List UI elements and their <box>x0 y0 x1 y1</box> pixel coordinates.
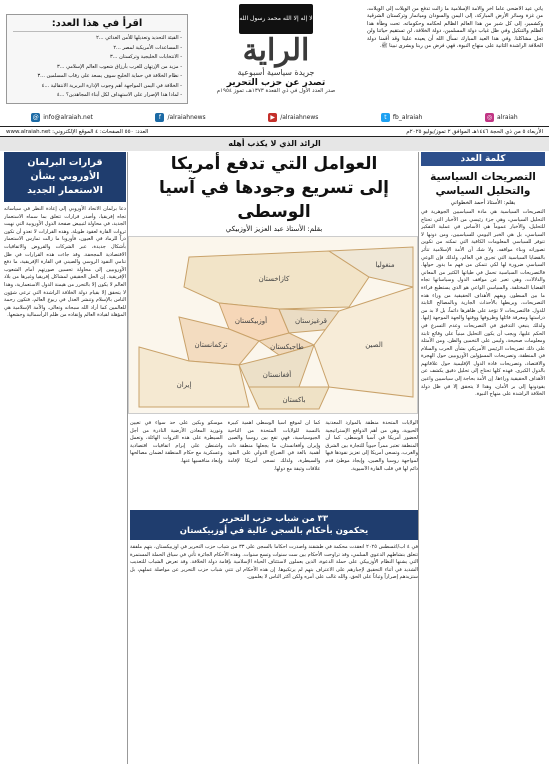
social-link-instagram[interactable] <box>485 113 518 122</box>
toc-title: اقرأ في هذا العدد: <box>13 15 181 32</box>
map-label-iran: إيران <box>176 381 192 389</box>
left-article-body: دعا برلمان الاتحاد الأوروبي إلى إعادة النظر في سياساته تجاه إفريقيا، وأصدر قرارات تتعلق بما سماه الاستعمار الجديد، في محاولة لتبييض صفحة الدول الأوروبية التي نهبت ثروات القارة لعقود طويلة. وهذه القرارات لا تعدو أن تكون ذراً للرماد في العيون، فأوروبا ما زالت تمارس الاستعمار بأشكال جديدة، عبر الشركات والقروض والاتفاقيات الاقتصادية المجحفة. وقد جاءت هذه القرارات في ظل تنامي النفوذ الروسي والصيني في القارة الإفريقية، ما دفع الأوروبيين إلى محاولة تحسين صورتهم أمام الشعوب الإفريقية. إن الحل الحقيقي لمشاكل إفريقيا وغيرها من بلاد العالم لا يكون إلا بالتحرر من هيمنة الدول الاستعمارية، وهذا لا يتحقق إلا بقيام دولة الخلافة الراشدة التي ترعى شؤون الناس بالإسلام وتنشر العدل في ربوع العالم، فتكون رحمة للعالمين كما أراد الله سبحانه وتعالى. والأمة الإسلامية هي المؤهلة لقيادة العالم وإنقاذه من ظلم الرأسمالية وجشعها. <box>4 206 126 319</box>
left-article-title[interactable]: قرارات البرلمان الأوروبي بشأن الاستعمار الجديد <box>4 152 126 202</box>
social-link-facebook[interactable] <box>155 113 205 122</box>
main-article-col: الولايات المتحدة منطقة بالموارد المعدنية الحيوية، وهي من أهم الدوافع الإستراتيجية لحضور أمريكا في آسيا الوسطى. كما أن المنطقة تعتبر ممراً حيوياً للتجارة بين الشرق والغرب، وتسعى أمريكا إلى تعزيز نفوذها فيها لمواجهة روسيا والصين، وإيجاد موطئ قدم دائم لها في قلب القارة الآسيوية. <box>325 420 418 472</box>
facebook-icon: f <box>155 113 164 122</box>
main-article-col: كما أن لموقع آسيا الوسطى أهمية كبيرة بالنسبة للولايات المتحدة من الناحية الجيوسياسية، فهي تقع بين روسيا والصين وإيران وأفغانستان، ما يجعلها منطقة ذات أهمية بالغة في الصراع الدولي على النفوذ والسيطرة، ولذلك تسعى أمريكا لإقامة علاقات وثيقة مع دولها. <box>227 420 321 472</box>
map-label-turkmenistan: تركمانستان <box>194 341 228 349</box>
editorial-author: بقلم: الأستاذ أحمد الخطواني <box>450 200 516 206</box>
main-article-columns <box>130 420 418 504</box>
news-body: في ٤ آب/أغسطس ٢٠٢٥ انعقدت محكمة في طشقند وأصدرت أحكاماً بالسجن على ٣٣ من شباب حزب التحرير في أوزبيكستان، بتهم ملفقة تتعلق بنشاطهم الدعوي السلمي، وقد تراوحت الأحكام بين ست سنوات وتسع سنوات. وهذه الأحكام الجائرة تأتي في سياق الحملة المستمرة التي يشنها النظام الأوزبيكي على حملة الدعوة، الذين يعملون لاستئناف الحياة الإسلامية بإقامة دولة الخلافة. وقد تعرض الشباب للتعذيب الشديد في أثناء التحقيق لإجبارهم على الاعتراف بتهم لم يرتكبوها. إن هذه الأحكام لن تثني شباب حزب التحرير عن مواصلة عملهم، بل ستزيدهم إصراراً وثباتاً على الحق، والله غالب على أمره ولكن أكثر الناس لا يعلمون. <box>130 544 418 581</box>
left-article <box>4 152 126 764</box>
map-label-uzbekistan: أوزبيكستان <box>234 317 268 325</box>
section-label: كلمة العدد <box>421 152 545 166</box>
column-divider <box>127 152 128 764</box>
issue-date: الأربعاء ٥ من ذي الحجة ١٤٤٦هـ الموافق ٢ تموز/يوليو ٢٠٢٥م <box>406 129 543 135</box>
main-article-title-line1[interactable]: العوامل التي تدفع أمريكا <box>170 154 378 174</box>
main-article-author: بقلم: الأستاذ عبد العزيز الأوزبيكي <box>225 225 323 233</box>
toc-item[interactable]: - مزيد من الإرتهان للغرب بأرزاق شعوب العالم الإسلامي ...٣ <box>57 63 182 70</box>
twitter-icon: t <box>381 113 390 122</box>
toc-item[interactable]: - القيئة التحديد وتعديلها للأمن الغذائي ...٢ <box>96 35 182 41</box>
map-label-kyrgyzstan: قرغيزستان <box>294 317 328 325</box>
social-label: /alraiahnews <box>167 113 206 121</box>
youtube-icon: ▶ <box>268 113 277 122</box>
main-article <box>130 152 418 764</box>
main-article-col: موسكو وبكين على حد سواء في تعيين وتوريد المعادن الأرضية النادرة من أجل السيطرة على هذه الثروات الهائلة، وتعمل واشنطن على إبرام اتفاقيات اقتصادية وعسكرية مع حكام المنطقة لضمان مصالحها وإبعاد منافسيها عنها. <box>129 420 223 464</box>
social-links-bar <box>0 110 549 124</box>
first-issue-line: صدر العدد الأول في ذي القعدة ١٣٧٣هـ، تموز ١٩٥٤م <box>216 88 336 94</box>
column-divider <box>418 152 419 764</box>
map-label-china: الصين <box>365 341 383 349</box>
main-article-title-line2[interactable]: إلى تسريع وجودها في آسيا الوسطى <box>159 178 389 222</box>
motto-banner: الرائد الذي لا يكذب أهله <box>0 137 549 151</box>
logo-subtitle: جريدة سياسية أسبوعية <box>237 68 315 77</box>
editorial-body: التصريحات السياسية هي مادة السياسيين الجوهرية في التحليل السياسي، وهي جزء رئيسي من الأخبار التي تحتاج للتحليل، والأخبار عموماً هي الأساس في عملية التفكير السياسي، بل هي الخبر اليومي للسياسيين، ومن دونها لا تتوفر للسياسي المعلومات الكافية التي تمكنه من تكوين تصوراته وبناء مواقفه. ولا شك أن الأمة الإسلامية تتأثر بالقضايا السياسية التي تجري في العالم، ولذلك فإن الوعي السياسي ضرورة لها لكي تتمكن من فهم ما يدور حولها. فالتصريحات السياسية تحمل في طياتها الكثير من المعاني والدلالات، وهي تعبر عن مواقف الدول وسياساتها تجاه القضايا المختلفة. والسياسي الواعي هو الذي يستطيع قراءة ما بين السطور، ويفهم الأهداف الحقيقية من وراء هذه التصريحات، ويربطها بالأحداث الجارية وبالمصالح الثابتة للدول. فالتصريحات لا تؤخذ على ظاهرها دائماً، بل لا بد من دراستها ومعرفة قائلها وظروفها ووقتها والجهة الموجهة إليها. ولذلك ينبغي التدقيق في التصريحات وعدم التسرع في الحكم عليها، ويجب أن يكون التحليل مبنياً على وقائع ثابتة ومعلومات صحيحة، وليس على التخمين والظن. ومن الأمثلة على ذلك تصريحات الرئيس الأمريكي بشأن الحرب والسلام في المنطقة، وتصريحات المسؤولين الأوروبيين حول الهجرة والاقتصاد، وتصريحات قادة الدول الإقليمية حول علاقاتهم بالدول الكبرى. فهذه كلها تحتاج إلى تحليل دقيق يكشف عن الأهداف الحقيقية وراءها. إن الأمة بحاجة إلى سياسيين واعين يقودونها إلى بر الأمان، وهذا لا يتحقق إلا في ظل دولة الخلافة الراشدة على منهاج النبوة. <box>421 209 545 398</box>
news-headline-line2: يحكمون بأحكام بالسجن عالية في أوزبيكستان <box>179 526 369 536</box>
social-link-email[interactable] <box>31 113 93 122</box>
logo-title: الراية <box>242 33 310 68</box>
map-label-kazakhstan: كازاخستان <box>258 275 290 283</box>
issue-info: العدد: ٥٥٠ الصفحات: ٤ الموقع الإلكتروني: www.alraiah.net <box>6 129 149 135</box>
toc-item[interactable]: - الانتخابات الخليجية وتركستان ...٣ <box>110 54 182 60</box>
map-label-afghanistan: أفغانستان <box>262 371 292 379</box>
newspaper-logo <box>196 4 356 104</box>
news-headline-box[interactable] <box>130 510 418 540</box>
editorial-column <box>421 152 545 764</box>
instagram-icon: ◎ <box>486 113 493 121</box>
social-label: fb_alraiah <box>392 113 423 121</box>
publisher-line: تصدر عن حزب التحرير <box>226 78 326 88</box>
intro-paragraph: يأتي عيد الأضحى عاماً آخر والأمة الإسلامية ما زالت تدفع من الويلات إلى الويلات، من غزة وسائر الأرض المباركة، إلى اليمن والسودان وميانمار وتركستان الشرقية وكشمير، إلى كل شبر من هذا العالم الظالم لحكامه وحكوماته. تحت وطأة هذا الظلم والتنكيل وفي ظل غياب دولة المسلمين، دولة الخلافة، لن تستقيم حياتنا ولن تحل مشاكلنا. وفي هذا العيد المبارك نسأل الله أن يعيده علينا وقد أقمنا دولة الخلافة الراشدة الثانية على منهاج النبوة، فهي فرض من ربنا وبشرى نبينا ﷺ. <box>367 6 543 50</box>
masthead <box>0 0 549 108</box>
social-link-twitter[interactable] <box>381 113 423 122</box>
email-icon: @ <box>32 113 39 121</box>
map-label-tajikistan: طاجيكستان <box>270 343 304 351</box>
toc-item[interactable]: - المساعدات الأمريكية لمصر ...٢ <box>113 44 182 51</box>
central-asia-map <box>128 236 418 414</box>
social-label: alraiah <box>497 113 518 121</box>
dateline-bar <box>0 126 549 137</box>
toc-item[interactable]: - نظام الخلافة في حماية الخليج سوف يسعد على رقاب المسلمين ...٣ <box>37 73 182 79</box>
social-label: /alraiahnews <box>280 113 319 121</box>
map-label-mongolia: منغوليا <box>375 261 395 269</box>
editorial-title[interactable]: التصريحات السياسية والتحليل السياسي <box>430 171 536 197</box>
social-label: info@alraiah.net <box>43 113 93 121</box>
social-link-youtube[interactable] <box>268 113 318 122</box>
flag-icon: لا إله إلا الله محمد رسول الله <box>239 4 313 34</box>
table-of-contents <box>6 14 188 104</box>
news-headline-line1: ٣٣ من شباب حزب التحرير <box>219 514 329 524</box>
map-label-pakistan: باكستان <box>282 396 306 404</box>
toc-item[interactable]: - الخلافة في اليمن المواجهة أهم وجوب الإدارة البربرية الانتقالية ...٤ <box>41 82 182 89</box>
toc-item[interactable]: - لماذا هذا الإصرار على الاستهداف لكل أبناء المجاهدين؟ ...٤ <box>57 92 182 98</box>
